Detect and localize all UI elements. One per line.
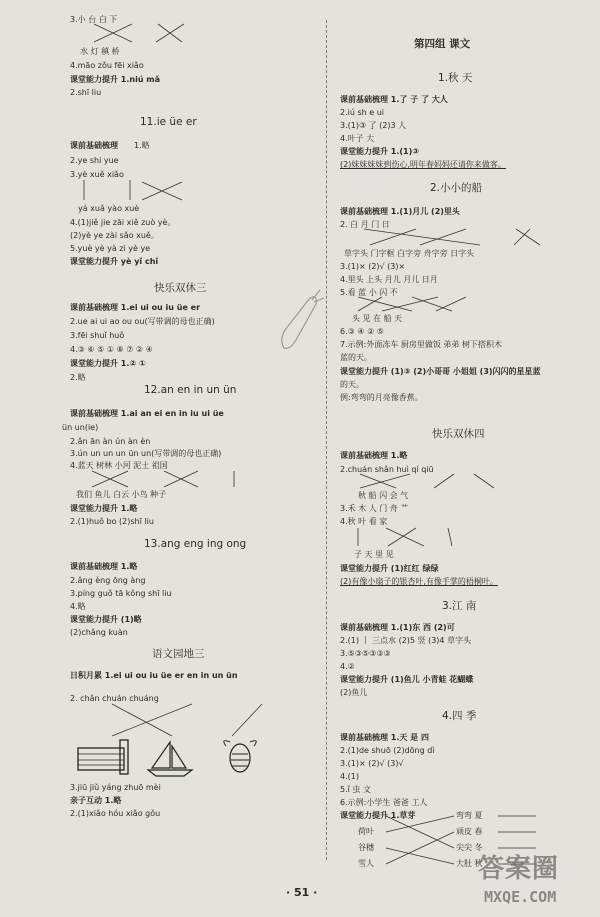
text-line: 课前基础梳理 1.(1)月儿 (2)里头: [340, 207, 460, 216]
text-line: 秋 船 闪 会 气: [358, 491, 409, 500]
text-line: 3.禾 木 人 门 舟 艹: [340, 504, 409, 513]
text-line: 3.píng guǒ tā kǒng shī liu: [70, 589, 172, 598]
section-title: 1.秋 天: [438, 72, 473, 84]
text-line: 2.iú sh e ui: [340, 108, 385, 117]
bed-icon: [78, 740, 128, 774]
matching-lines: [386, 814, 456, 866]
text-line: 课堂能力提升 (1)红红 绿绿: [340, 564, 439, 573]
text-line: 3.(1)× (2)√ (3)√: [340, 759, 404, 768]
text-line: (2)有像小扇子的银杏叶,有像手掌的梧桐叶。: [340, 577, 498, 586]
text-line: 3.(1)× (2)√ (3)×: [340, 262, 406, 271]
text-line: 日积月累 1.ei ui ou iu üe er en in un ün: [70, 671, 238, 680]
text-line: ün un(ie): [62, 423, 99, 432]
text-line: 课前基础梳理 1.略: [70, 562, 138, 571]
carrot-illustration: [274, 286, 324, 356]
matching-lines: [82, 704, 282, 738]
text-line: 3.fēi shuǐ huǒ: [70, 331, 125, 340]
text-line: 例:弯弯的月亮像香蕉。: [340, 393, 423, 402]
text-line: 课前基础梳理 1.天 是 四: [340, 733, 429, 742]
text-line: 5.yuè yè yà zi yè ye: [70, 244, 151, 253]
text-line: 尖尖 冬: [456, 843, 483, 852]
text-line: 课前基础梳理 1.了 子 了 大人: [340, 95, 448, 104]
page-number: · 51 ·: [286, 886, 318, 899]
text-line: (2)鱼儿: [340, 688, 368, 697]
text-line: 2.ye shi yue: [70, 156, 119, 165]
group-heading: 第四组 课文: [414, 38, 471, 50]
text-line: 课堂能力提升 1.(1)③: [340, 147, 420, 156]
text-line: 3.yè xuě xiǎo: [70, 170, 124, 179]
text-line: 顽皮 春: [456, 827, 483, 836]
watermark-logo: [478, 848, 588, 908]
text-line: 荷叶: [358, 827, 374, 836]
text-line: 2.(1) 丨 三点水 (2)5 竖 (3)4 草字头: [340, 636, 472, 645]
section-title: 快乐双休四: [432, 428, 485, 440]
section-title: 4.四 季: [442, 710, 477, 722]
matching-lines: [354, 474, 504, 490]
matching-lines: [352, 297, 492, 313]
text-line: 4.秋 叶 看 家: [340, 517, 388, 526]
text-line: 1.略: [134, 141, 150, 150]
section-title: 2.小小的船: [430, 182, 483, 194]
text-line: 2.shī liu: [70, 88, 102, 97]
text-line: 3.jiū jiǔ yáng zhuō mèi: [70, 783, 161, 792]
text-line: 2.(1)de shuō (2)dōng dì: [340, 746, 435, 755]
text-line: 课堂能力提升 1.niú mǎ: [70, 75, 161, 84]
text-line: 大肚 秋: [456, 859, 483, 868]
text-line: 4.叶子 大: [340, 134, 375, 143]
text-line: 水 灯 稹 桥: [80, 47, 120, 56]
text-line: 2.chuán shǎn huì qí qiū: [340, 465, 434, 474]
section-title: 13.ang eng ing ong: [144, 538, 247, 550]
text-line: 2.(1)xiǎo hóu xiǎo gǒu: [70, 809, 161, 818]
text-line: 课前基础梳理 1.(1)东 西 (2)可: [340, 623, 455, 632]
text-line: 我们 鱼儿 白云 小鸟 种子: [76, 490, 167, 499]
matching-lines: [82, 180, 192, 202]
text-line: 课前基础梳理 1.略: [340, 451, 408, 460]
text-line: (2)yè ye zài sǎo xuě。: [70, 231, 159, 240]
matching-lines: [350, 229, 550, 247]
text-line: 7.示例:外面冻车 厨房里做饭 弟弟 树下搭积木: [340, 340, 502, 349]
text-line: 2.ue ai ui ao ou ou(写带调的母也正确): [70, 317, 215, 326]
text-line: 子 天 里 见: [354, 550, 394, 559]
text-line: 3.小 台 白 下: [70, 15, 118, 24]
text-line: 2.ǎn ān àn ún àn èn: [70, 437, 151, 446]
watermark-url: MXQE.COM: [484, 888, 557, 906]
text-line: 课前基础梳理: [70, 141, 118, 150]
text-line: 课堂能力提升 (1)鱼儿 小青蛙 花蝴蝶: [340, 675, 474, 684]
text-line: 课堂能力提升 1.草芽: [340, 811, 416, 820]
text-line: 蓝的天。: [340, 353, 372, 362]
text-line: 3.(1)③ 了 (2)3 人: [340, 121, 407, 130]
sailboat-icon: [148, 742, 192, 776]
section-title: 11.ie üe er: [140, 116, 197, 128]
section-title: 语文园地三: [152, 648, 205, 660]
section-title: 快乐双休三: [154, 282, 207, 294]
text-line: 4.(1)jiě jie zāi xiě zuò yè。: [70, 218, 176, 227]
text-line: 3.⑤③⑤③③③: [340, 649, 391, 658]
text-line: 课堂能力提升 (1)③ (2)小哥哥 小姐姐 (3)闪闪的星星蓝: [340, 367, 541, 376]
text-line: 4.(1): [340, 772, 359, 781]
text-line: 5.ǐ 虫 文: [340, 785, 371, 794]
text-line: 课前基础梳理 1.ei ui ou iu üe er: [70, 303, 201, 312]
watermark-text: 答案圈: [478, 854, 560, 884]
text-line: 课堂能力提升 1.② ①: [70, 359, 146, 368]
column-divider: [326, 20, 327, 860]
text-line: 4.māo zǒu fēi xiǎo: [70, 61, 144, 70]
text-line: 4.②: [340, 662, 355, 671]
text-line: 的天。: [340, 380, 364, 389]
picture-row: [74, 738, 274, 778]
text-line: 4.蓝天 树林 小河 泥土 祖国: [70, 461, 168, 470]
text-line: 草字头 门字框 白字旁 舟字旁 日字头: [344, 249, 475, 258]
text-line: 课前基础梳理 1.ai an ei en in iu ui üe: [70, 409, 224, 418]
text-line: 2. 白 月 门 日: [340, 220, 390, 229]
text-line: 头 见 在 船 天: [352, 314, 403, 323]
text-line: 6.示例:小学生 爸爸 工人: [340, 798, 428, 807]
text-line: (2)妹妹妹妹到伤心,明年春妈妈还请你来做客。: [340, 160, 506, 169]
matching-lines: [92, 22, 212, 44]
text-line: 课堂能力提升 1.略: [70, 504, 138, 513]
text-line: 5.看 蓝 小 闪 不: [340, 288, 398, 297]
text-line: 亲子互动 1.略: [70, 796, 122, 805]
text-line: 雪人: [358, 859, 374, 868]
bee-icon: [224, 741, 257, 772]
matching-lines: [352, 528, 472, 548]
text-line: 4.略: [70, 602, 86, 611]
text-line: 6.③ ④ ② ⑤: [340, 327, 384, 336]
text-line: 课堂能力提升 yè yǐ chǐ: [70, 257, 159, 266]
text-line: 2. chǎn chuán chuáng: [70, 694, 159, 703]
text-line: 2.(1)huǒ bo (2)shī liu: [70, 517, 154, 526]
text-line: 2.ǎng èng ōng àng: [70, 576, 146, 585]
text-line: yá xuǎ yào xuè: [78, 204, 140, 213]
section-title: 12.an en in un ün: [144, 384, 237, 396]
text-line: 3.ún un un un ün un(写带调的母也正确): [70, 449, 222, 458]
text-line: 课堂能力提升 (1)略: [70, 615, 142, 624]
text-line: 2.略: [70, 373, 86, 382]
text-line: 4.里头 上头 月儿 月儿 日月: [340, 275, 438, 284]
section-title: 3.江 南: [442, 600, 477, 612]
text-line: (2)chǎng kuàn: [70, 628, 128, 637]
text-line: 谷穗: [358, 843, 374, 852]
text-line: 4.③ ⑥ ⑤ ① ⑧ ⑦ ② ④: [70, 345, 153, 354]
text-line: 弯弯 夏: [456, 811, 483, 820]
matching-lines: [88, 471, 268, 489]
